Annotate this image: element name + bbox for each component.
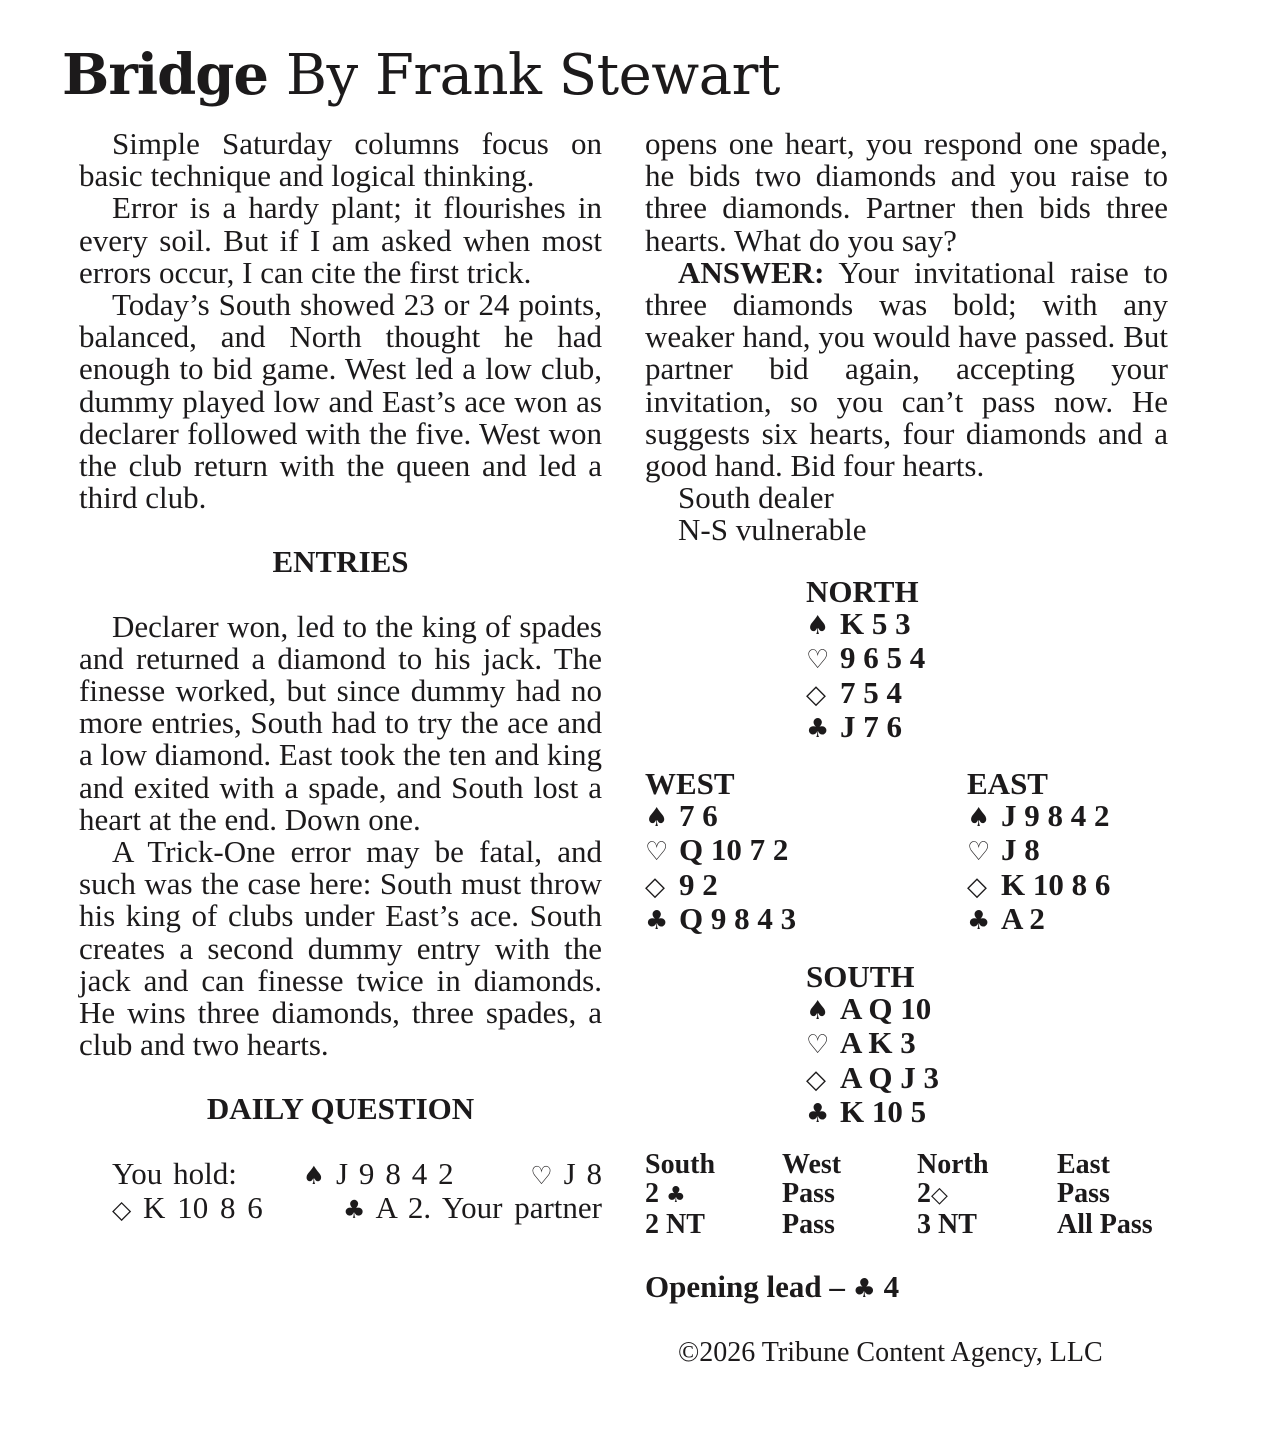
masthead-brand: Bridge (62, 42, 269, 108)
hand-label: EAST (967, 766, 1048, 801)
spade-icon: ♠ (967, 803, 991, 834)
opening-lead-card: 4 (883, 1269, 900, 1304)
cards: 7 5 4 (840, 674, 902, 710)
cards: A 2 (1001, 900, 1045, 936)
answer-label: ANSWER: (678, 254, 825, 290)
auction-bid: 3 NT (917, 1208, 977, 1240)
club-icon: ♣ (806, 713, 830, 744)
hand-row-spades (967, 800, 1110, 834)
hand-north (806, 576, 925, 745)
auction-table (645, 1151, 1194, 1239)
hand-west (645, 768, 796, 937)
hand-row-diamonds (806, 674, 925, 711)
spade-icon: ♠ (302, 1160, 326, 1190)
paragraph-declarer: Declarer won, led to the king of spades and returned a diamond to his jack. The finesse worked, but since dummy had no more entries, South had to try the ace and a low diamond. East took the ten and king and exited with a spade, and South lost a heart at the end. Down one. (79, 608, 602, 837)
hand-row-hearts (806, 642, 925, 676)
auction-bid (645, 1177, 782, 1211)
vulnerability: N-S vulnerable (678, 512, 867, 548)
auction-header-west: West (782, 1149, 842, 1180)
dealer: South dealer (678, 480, 834, 516)
question-diamonds: K 10 8 6 (143, 1189, 263, 1225)
auction-header-north: North (917, 1149, 989, 1180)
hand-row-clubs (967, 900, 1110, 937)
cards: Q 9 8 4 3 (679, 900, 797, 936)
masthead (62, 40, 780, 111)
club-icon: ♣ (806, 1098, 830, 1129)
hand-row-clubs (645, 900, 797, 937)
cards: A Q 10 (840, 991, 932, 1027)
hand-label: WEST (645, 766, 735, 801)
cards: Q 10 7 2 (679, 832, 789, 868)
question-hand (79, 1155, 603, 1226)
diamond-icon: ◇ (806, 1064, 826, 1095)
cards: K 10 5 (840, 1093, 927, 1129)
heart-icon: ♡ (806, 1030, 830, 1061)
hand-row-diamonds (645, 866, 796, 903)
cards: 9 6 5 4 (840, 640, 926, 676)
paragraph-trick-one: A Trick-One error may be fatal, and such was the case here: South must throw his king of clubs under East’s ace. South creates a second dummy entry with the jack and can finesse twice in diamonds. He wins three diamonds, three spades, a club and two hearts. (79, 834, 602, 1063)
spade-icon: ♠ (806, 611, 830, 642)
auction-bid: Pass (782, 1177, 835, 1209)
cards: J 7 6 (840, 708, 902, 744)
club-icon: ♣ (666, 1182, 686, 1208)
club-icon: ♣ (645, 905, 669, 936)
answer-paragraph (645, 254, 1169, 484)
auction-header-south: South (645, 1149, 716, 1180)
auction-bid: Pass (782, 1208, 835, 1240)
hand-east (967, 768, 1110, 937)
hand-south (806, 961, 939, 1130)
cards: J 8 (1001, 832, 1040, 868)
question-clubs: A 2. (375, 1189, 432, 1225)
hand-row-hearts (967, 834, 1110, 868)
hand-label: SOUTH (806, 959, 915, 994)
cards: K 10 8 6 (1001, 866, 1111, 902)
hand-label: NORTH (806, 574, 919, 609)
hand-row-spades (806, 993, 939, 1027)
paragraph-intro: Simple Saturday columns focus on basic technique and logical thinking. (79, 126, 602, 194)
diamond-icon: ◇ (112, 1194, 132, 1224)
hand-row-spades (645, 800, 796, 834)
diamond-icon: ◇ (967, 871, 987, 902)
auction-bid: Pass (1057, 1177, 1110, 1209)
cards: A Q J 3 (840, 1059, 940, 1095)
question-spades: J 9 8 4 2 (335, 1155, 454, 1191)
bid-level: 2 (917, 1177, 931, 1209)
question-continuation: Your partner (441, 1189, 603, 1225)
auction-bid: 2 NT (645, 1208, 705, 1240)
cards: A K 3 (840, 1025, 916, 1061)
answer-text: Your invitational raise to three diamonds was bold; with any weaker hand, you would have passed. But partner bid again, accepting your invitation, so you can’t pass now. He suggests six hearts, four diamonds and a good hand. Bid four hearts. (645, 254, 1169, 484)
copyright: ©2026 Tribune Content Agency, LLC (678, 1337, 1103, 1368)
club-icon: ♣ (342, 1194, 366, 1224)
spade-icon: ♠ (645, 803, 669, 834)
cards: 9 2 (679, 866, 718, 902)
hand-row-hearts (645, 834, 796, 868)
diamond-icon: ◇ (931, 1182, 948, 1208)
cards: K 5 3 (840, 606, 911, 642)
right-column (645, 128, 1168, 547)
club-icon: ♣ (852, 1274, 876, 1304)
club-icon: ♣ (967, 905, 991, 936)
diamond-icon: ◇ (806, 679, 826, 710)
hand-row-clubs (806, 1093, 939, 1130)
hand-row-clubs (806, 708, 925, 745)
auction-row (645, 1177, 1194, 1211)
question-hearts: J 8 (563, 1155, 603, 1191)
heart-icon: ♡ (967, 837, 991, 868)
subhead-entries: ENTRIES (272, 544, 409, 580)
heart-icon: ♡ (645, 837, 669, 868)
hand-row-spades (806, 608, 925, 642)
opening-lead (645, 1270, 899, 1306)
diamond-icon: ◇ (645, 871, 665, 902)
question-intro: You hold: (112, 1155, 237, 1191)
auction-bid (917, 1177, 1057, 1211)
bid-level: 2 (645, 1177, 659, 1209)
hand-row-hearts (806, 1027, 939, 1061)
masthead-byline: By Frank Stewart (285, 43, 780, 108)
hand-row-diamonds (967, 866, 1111, 903)
auction-header-east: East (1057, 1149, 1110, 1180)
left-column (79, 128, 602, 1226)
heart-icon: ♡ (530, 1160, 553, 1190)
spade-icon: ♠ (806, 996, 830, 1027)
opening-lead-label: Opening lead – (645, 1269, 845, 1304)
paragraph-error: Error is a hardy plant; it flourishes in every soil. But if I am asked when most errors occur, I can cite the first trick. (79, 190, 602, 290)
cards: 7 6 (679, 798, 718, 834)
auction-bid: All Pass (1057, 1208, 1153, 1240)
cards: J 9 8 4 2 (1001, 798, 1110, 834)
auction-header (645, 1151, 1194, 1180)
question-continued: opens one heart, you respond one spade, he bids two diamonds and you raise to three diamonds. Partner then bids three hearts. What do you say? (645, 126, 1168, 258)
paragraph-play: Today’s South showed 23 or 24 points, balanced, and North thought he had enough to bid game. West led a low club, dummy played low and East’s ace won as declarer followed with the five. West won the club return with the queen and led a third club. (79, 287, 602, 516)
heart-icon: ♡ (806, 645, 830, 676)
subhead-daily-question: DAILY QUESTION (206, 1091, 475, 1127)
auction-row (645, 1208, 1194, 1240)
hand-row-diamonds (806, 1059, 940, 1096)
